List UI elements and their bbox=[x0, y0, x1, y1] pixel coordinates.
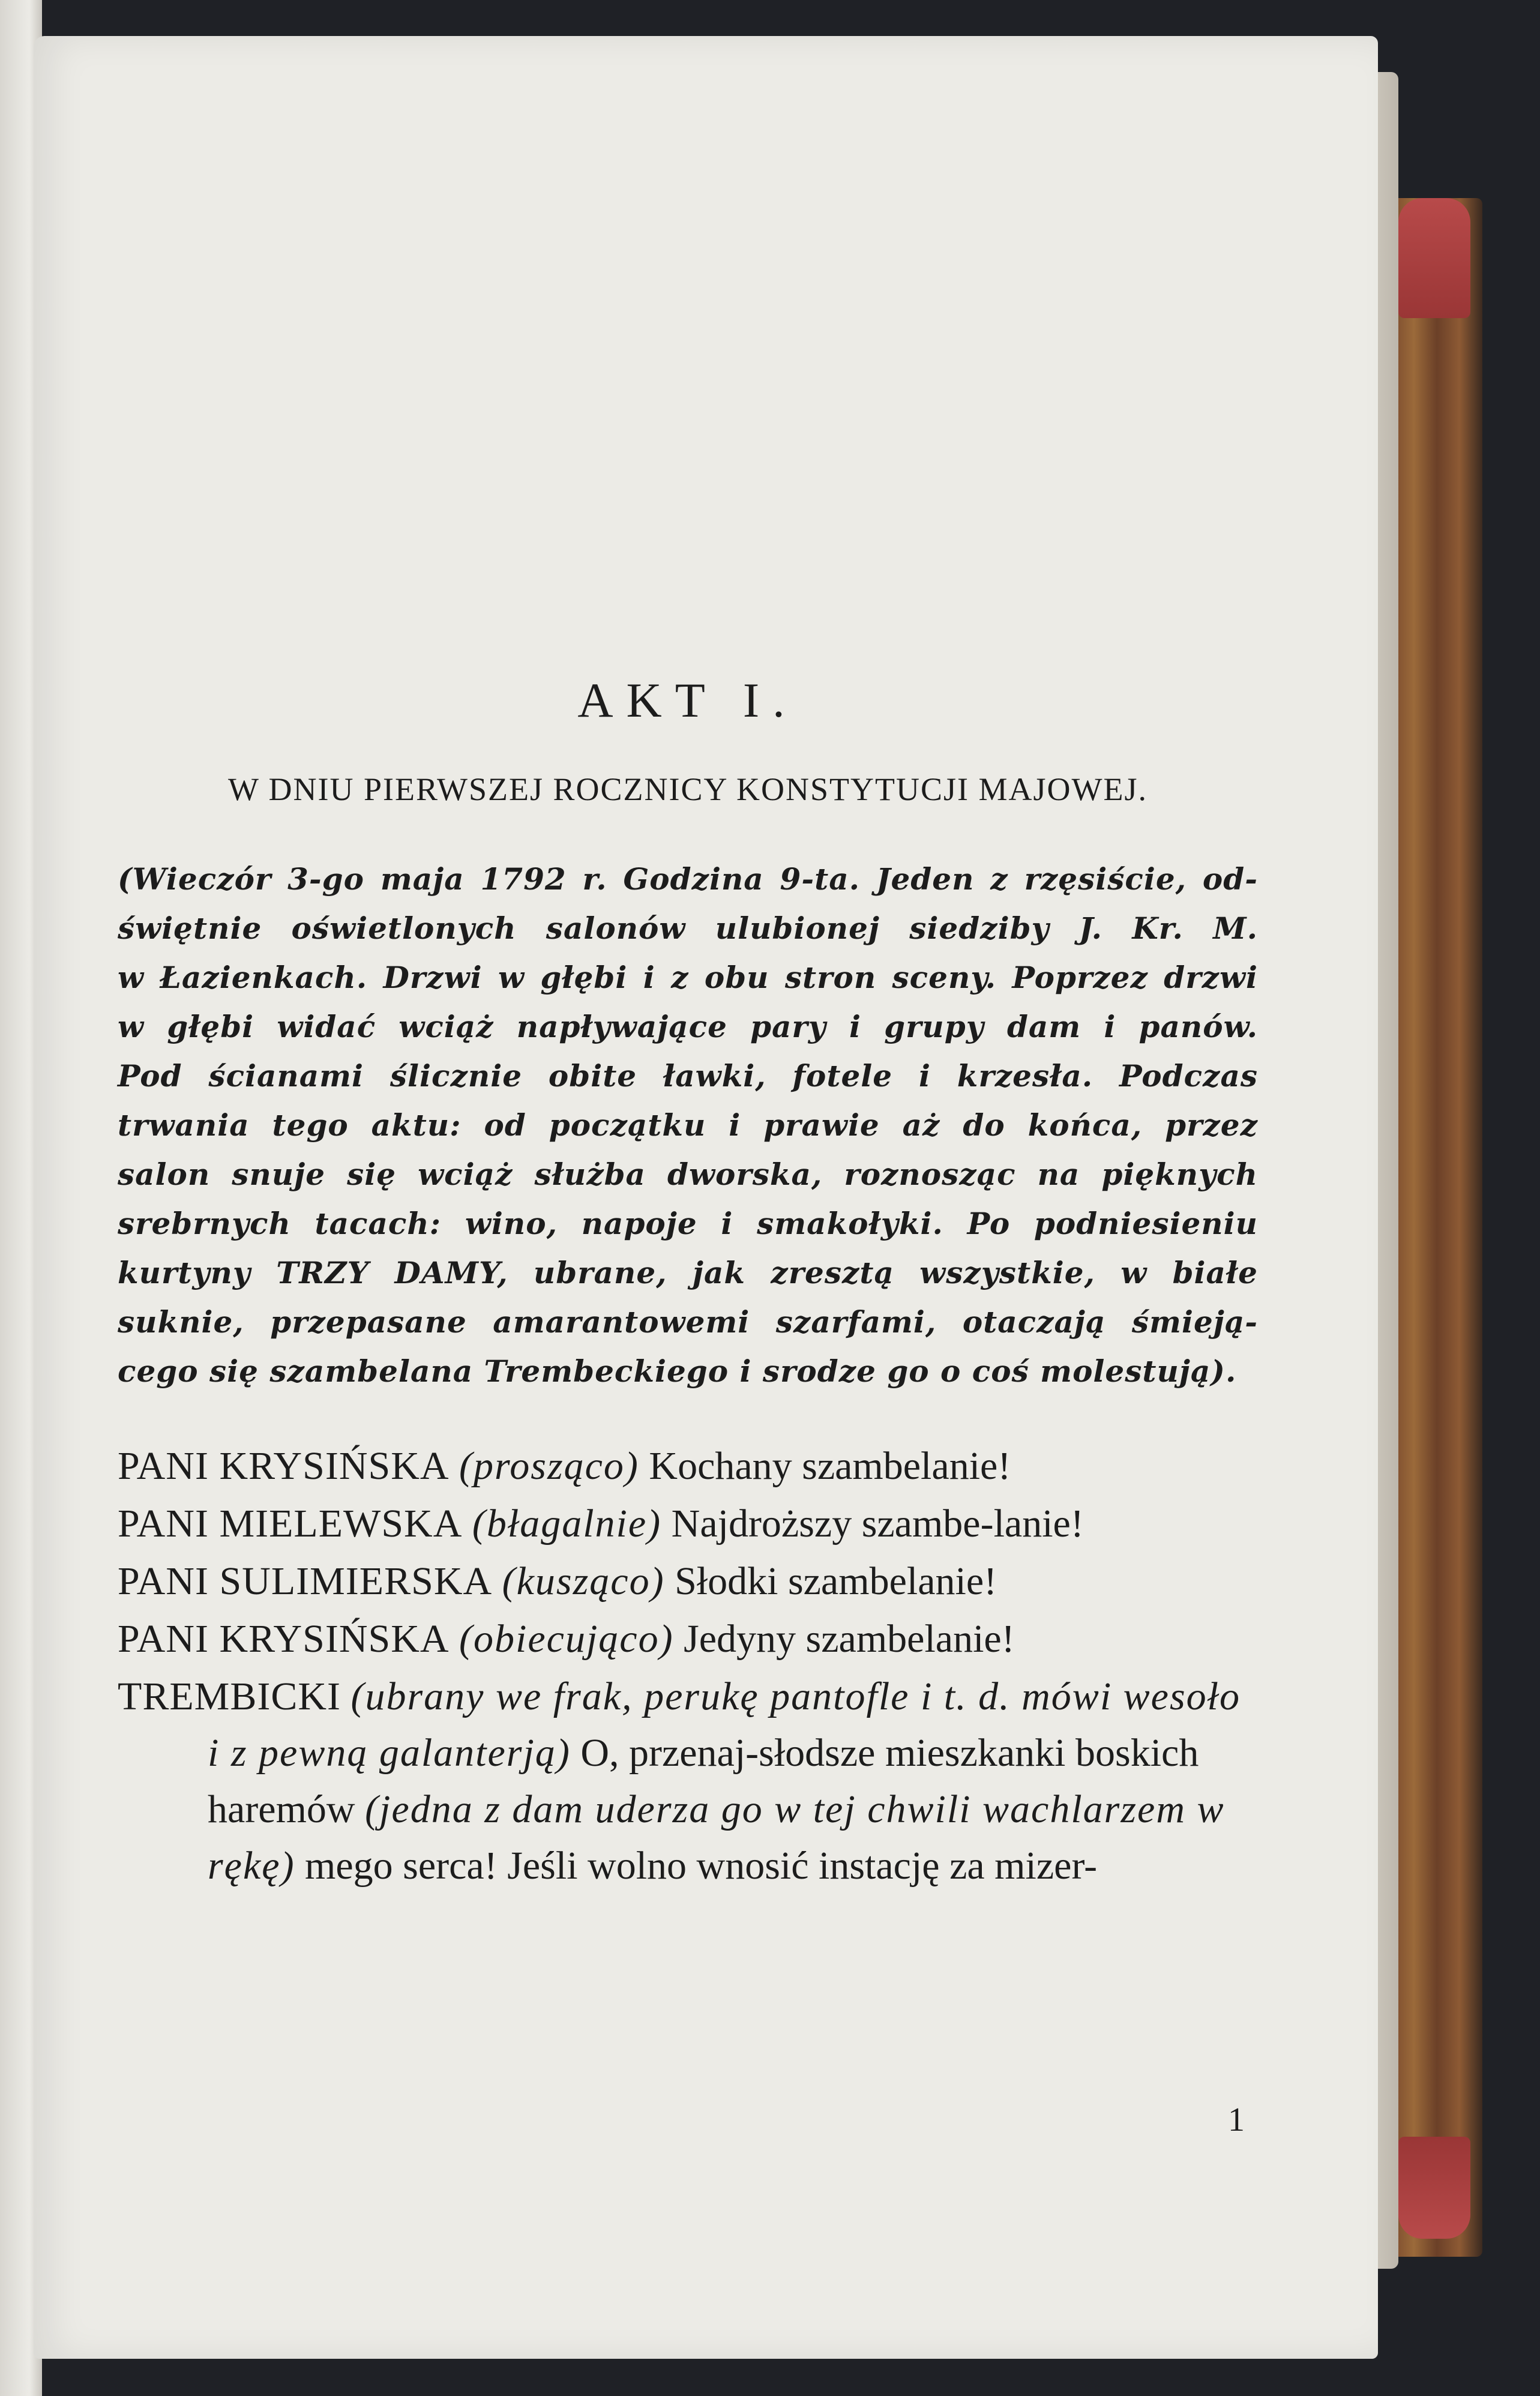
dialogue-line bbox=[118, 1438, 1258, 1494]
book-headband-top bbox=[1398, 198, 1470, 318]
speaker-direction: (błagalnie) bbox=[472, 1502, 662, 1546]
book-page bbox=[34, 36, 1378, 2359]
speaker-direction: (obiecująco) bbox=[459, 1617, 674, 1661]
speech-text: O, przenaj-słodsze mieszkanki boskich haremów bbox=[208, 1731, 1199, 1831]
speech-text: mego serca! Jeśli wolno wnosić instację za mizer- bbox=[305, 1844, 1098, 1888]
dialogue-line bbox=[118, 1553, 1258, 1610]
speaker-name: TREMBICKI bbox=[118, 1675, 341, 1718]
stage-direction-line: trwania tego aktu: od początku i prawie aż do końca, przez bbox=[118, 1107, 1258, 1143]
speaker-name: PANI SULIMIERSKA bbox=[118, 1559, 493, 1603]
stage-direction-line: w głębi widać wciąż napływające pary i grupy dam i panów. bbox=[118, 1009, 1258, 1044]
stage-direction-line: cego się szambelana Trembeckiego i srodze go o coś molestują). bbox=[118, 1353, 1237, 1389]
dialogue bbox=[118, 1438, 1258, 1894]
stage-direction-line: w Łazienkach. Drzwi w głębi i z obu stron sceny. Poprzez drzwi bbox=[118, 960, 1258, 995]
speaker-direction: (jedna z dam uderza go w tej chwili wachlarzem w rękę) bbox=[208, 1787, 1225, 1888]
stage-direction-line: świętnie oświetlonych salonów ulubionej siedziby J. Kr. M. bbox=[118, 911, 1258, 946]
dialogue-line bbox=[118, 1611, 1258, 1667]
book-headband-bottom bbox=[1398, 2137, 1470, 2239]
speaker-name: PANI KRYSIŃSKA bbox=[118, 1444, 450, 1488]
speech-text: Kochany szambelanie! bbox=[649, 1444, 1011, 1488]
stage-direction-line: (Wieczór 3-go maja 1792 r. Godzina 9-ta. Jeden z rzęsiście, od- bbox=[118, 861, 1258, 897]
act-title: AKT I. bbox=[577, 673, 798, 727]
stage-direction-line: kurtyny TRZY DAMY, ubrane, jak zresztą wszystkie, w białe bbox=[118, 1255, 1258, 1290]
stage-direction bbox=[118, 855, 1258, 1396]
stage-direction-line: srebrnych tacach: wino, napoje i smakołyki. Po podniesieniu bbox=[118, 1206, 1258, 1241]
speaker-direction: (kusząco) bbox=[502, 1559, 665, 1603]
page-content bbox=[118, 672, 1258, 1895]
speaker-name: PANI KRYSIŃSKA bbox=[118, 1617, 450, 1661]
speaker-direction: (ubrany we frak, perukę pantofle i t. d. mówi wesoło i z pewną galanterją) bbox=[208, 1675, 1241, 1775]
dialogue-line bbox=[118, 1496, 1258, 1552]
dialogue-line-trembicki bbox=[118, 1669, 1258, 1894]
page-number: 1 bbox=[1228, 2101, 1245, 2139]
speech-text: Najdroższy szambe-lanie! bbox=[671, 1502, 1084, 1546]
speaker-name: PANI MIELEWSKA bbox=[118, 1502, 463, 1546]
stage-direction-line: salon snuje się wciąż służba dworska, roznosząc na pięknych bbox=[118, 1157, 1258, 1192]
speaker-direction: (prosząco) bbox=[459, 1444, 639, 1488]
speech-text: Jedyny szambelanie! bbox=[684, 1617, 1015, 1661]
speech-text: Słodki szambelanie! bbox=[675, 1559, 997, 1603]
act-subtitle: W DNIU PIERWSZEJ ROCZNICY KONSTYTUCJI MAJOWEJ. bbox=[228, 771, 1147, 807]
stage-direction-line: Pod ścianami ślicznie obite ławki, fotele i krzesła. Podczas bbox=[118, 1058, 1258, 1094]
stage-direction-line: suknie, przepasane amarantowemi szarfami, otaczają śmieją- bbox=[118, 1304, 1258, 1340]
